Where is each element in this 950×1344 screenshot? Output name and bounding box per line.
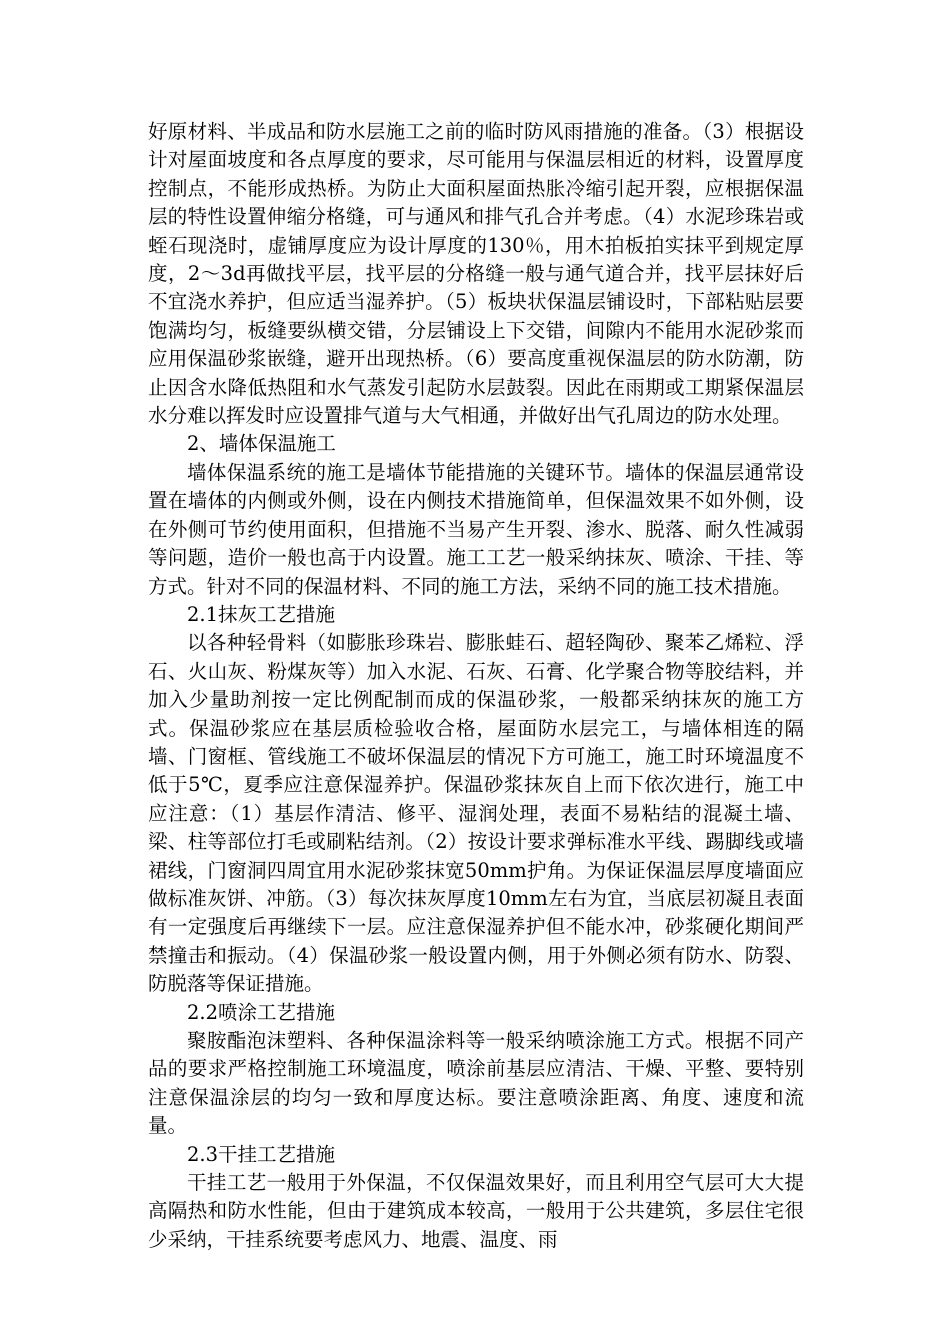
paragraph-roof-insulation-continued: 好原材料、半成品和防水层施工之前的临时防风雨措施的准备。（3）根据设计对屋面坡度和各点厚度的要求，尽可能用与保温层相近的材料，设置厚度控制点，不能形成热桥。为防止大面积屋面热胀冷缩引起开裂，应根据保温层的特性设置伸缩分格缝，可与通风和排气孔合并考虑。（4）水泥珍珠岩或蛭石现浇时，虚铺厚度应为设计厚度的130％，用木拍板拍实抹平到规定厚度，2～3d再做找平层，找平层的分格缝一般与通气道合并，找平层抹好后不宜浇水养护，但应适当湿养护。（5）板块状保温层铺设时，下部粘贴层要饱满均匀，板缝要纵横交错，分层铺设上下交错，间隙内不能用水泥砂浆而应用保温砂浆嵌缝，避开出现热桥。（6）要高度重视保温层的防水防潮，防止因含水降低热阻和水气蒸发引起防水层鼓裂。因此在雨期或工期紧保温层水分难以挥发时应设置排气道与大气相通，并做好出气孔周边的防水处理。 <box>148 120 804 428</box>
paragraph-plastering: 以各种轻骨料（如膨胀珍珠岩、膨胀蛙石、超轻陶砂、聚苯乙烯粒、浮石、火山灰、粉煤灰等）加入水泥、石灰、石膏、化学聚合物等胶结料，并加入少量助剂按一定比例配制而成的保温砂浆，一般都采纳抹灰的施工方式。保温砂浆应在基层质检验收合格，屋面防水层完工，与墙体相连的隔墙、门窗框、管线施工不破坏保温层的情况下方可施工，施工时环境温度不低于5℃，夏季应注意保湿养护。保温砂浆抹灰自上而下依次进行，施工中应注意：（1）基层作清洁、修平、湿润处理，表面不易粘结的混凝土墙、梁、柱等部位打毛或刷粘结剂。（2）按设计要求弹标准水平线、踢脚线或墙裙线，门窗洞四周宜用水泥砂浆抹宽50mm护角。为保证保温层厚度墙面应做标准灰饼、冲筋。（3）每次抹灰厚度10mm左右为宜，当底层初凝且表面有一定强度后再继续下一层。应注意保湿养护但不能水冲，砂浆硬化期间严禁撞击和振动。（4）保温砂浆一般设置内侧，用于外侧必须有防水、防裂、防脱落等保证措施。 <box>148 631 804 996</box>
paragraph-spraying: 聚胺酯泡沫塑料、各种保温涂料等一般采纳喷涂施工方式。根据不同产品的要求严格控制施工环境温度，喷涂前基层应清洁、干燥、平整、要特别注意保温涂层的均匀一致和厚度达标。要注意喷涂距离、角度、速度和流量。 <box>148 1029 804 1138</box>
heading-dry-hanging: 2.3干挂工艺措施 <box>187 1142 336 1166</box>
paragraph-dry-hanging: 干挂工艺一般用于外保温，不仅保温效果好，而且利用空气层可大大提高隔热和防水性能，但由于建筑成本较高，一般用于公共建筑，多层住宅很少采纳，干挂系统要考虑风力、地震、温度、雨 <box>148 1171 804 1251</box>
heading-wall-insulation: 2、墙体保温施工 <box>187 432 336 456</box>
heading-plastering: 2.1抹灰工艺措施 <box>187 602 336 626</box>
heading-spraying: 2.2喷涂工艺措施 <box>187 1000 336 1024</box>
document-page <box>148 118 804 1254</box>
paragraph-wall-insulation: 墙体保温系统的施工是墙体节能措施的关键环节。墙体的保温层通常设置在墙体的内侧或外侧，设在内侧技术措施简单，但保温效果不如外侧，设在外侧可节约使用面积，但措施不当易产生开裂、渗水、脱落、耐久性减弱等问题，造价一般也高于内设置。施工工艺一般采纳抹灰、喷涂、干挂、等方式。针对不同的保温材料、不同的施工方法，采纳不同的施工技术措施。 <box>148 460 804 598</box>
